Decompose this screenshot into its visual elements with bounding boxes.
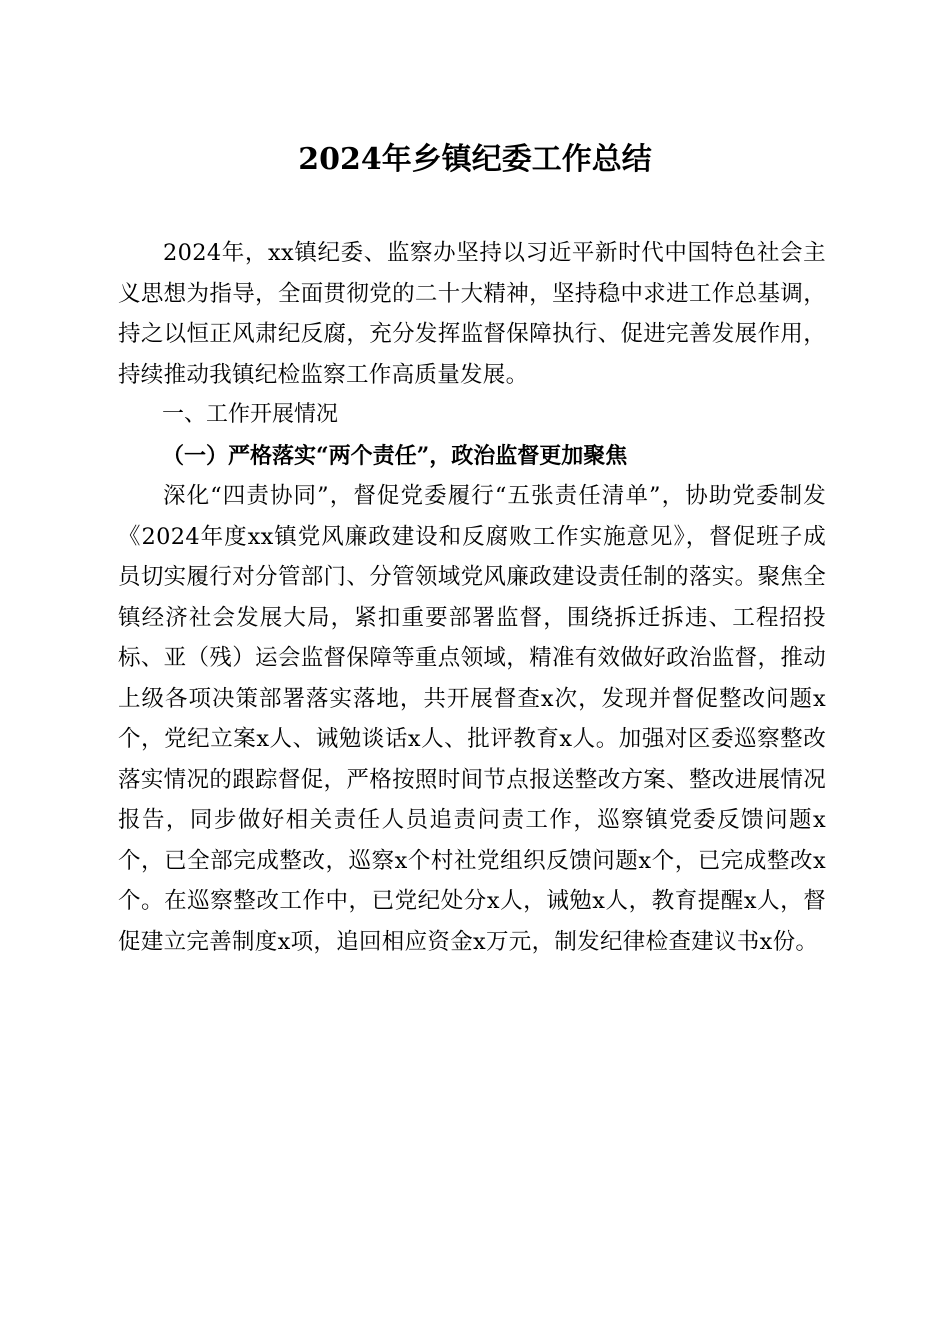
subsection-body-paragraph: 深化“四责协同”，督促党委履行“五张责任清单”，协助党委制发《2024年度xx镇党风廉政建设和反腐败工作实施意见》，督促班子成员切实履行对分管部门、分管领域党风廉政建设责任制的落实。聚焦全镇经济社会发展大局，紧扣重要部署监督，围绕拆迁拆违、工程招投标、亚（残）运会监督保障等重点领域，精准有效做好政治监督，推动上级各项决策部署落实落地，共开展督查x次，发现并督促整改问题x个，党纪立案x人、诫勉谈话x人、批评教育x人。加强对区委巡察整改落实情况的跟踪督促，严格按照时间节点报送整改方案、整改进展情况报告，同步做好相关责任人员追责问责工作，巡察镇党委反馈问题x个，已全部完成整改，巡察x个村社党组织反馈问题x个，已完成整改x个。在巡察整改工作中，已党纪处分x人，诫勉x人，教育提醒x人，督促建立完善制度x项，追回相应资金x万元，制发纪律检查建议书x份。 (118, 483, 826, 955)
document-body (118, 233, 826, 962)
subsection-heading-two-responsibilities: （一）严格落实“两个责任”，政治监督更加聚焦 (162, 442, 628, 469)
intro-paragraph: 2024年，xx镇纪委、监察办坚持以习近平新时代中国特色社会主义思想为指导，全面贯彻党的二十大精神，坚持稳中求进工作总基调，持之以恒正风肃纪反腐，充分发挥监督保障执行、促进完善发展作用，持续推动我镇纪检监察工作高质量发展。 (118, 240, 826, 388)
document-title: 2024年乡镇纪委工作总结 (298, 142, 652, 177)
section-heading-work-progress: 一、工作开展情况 (162, 402, 339, 427)
